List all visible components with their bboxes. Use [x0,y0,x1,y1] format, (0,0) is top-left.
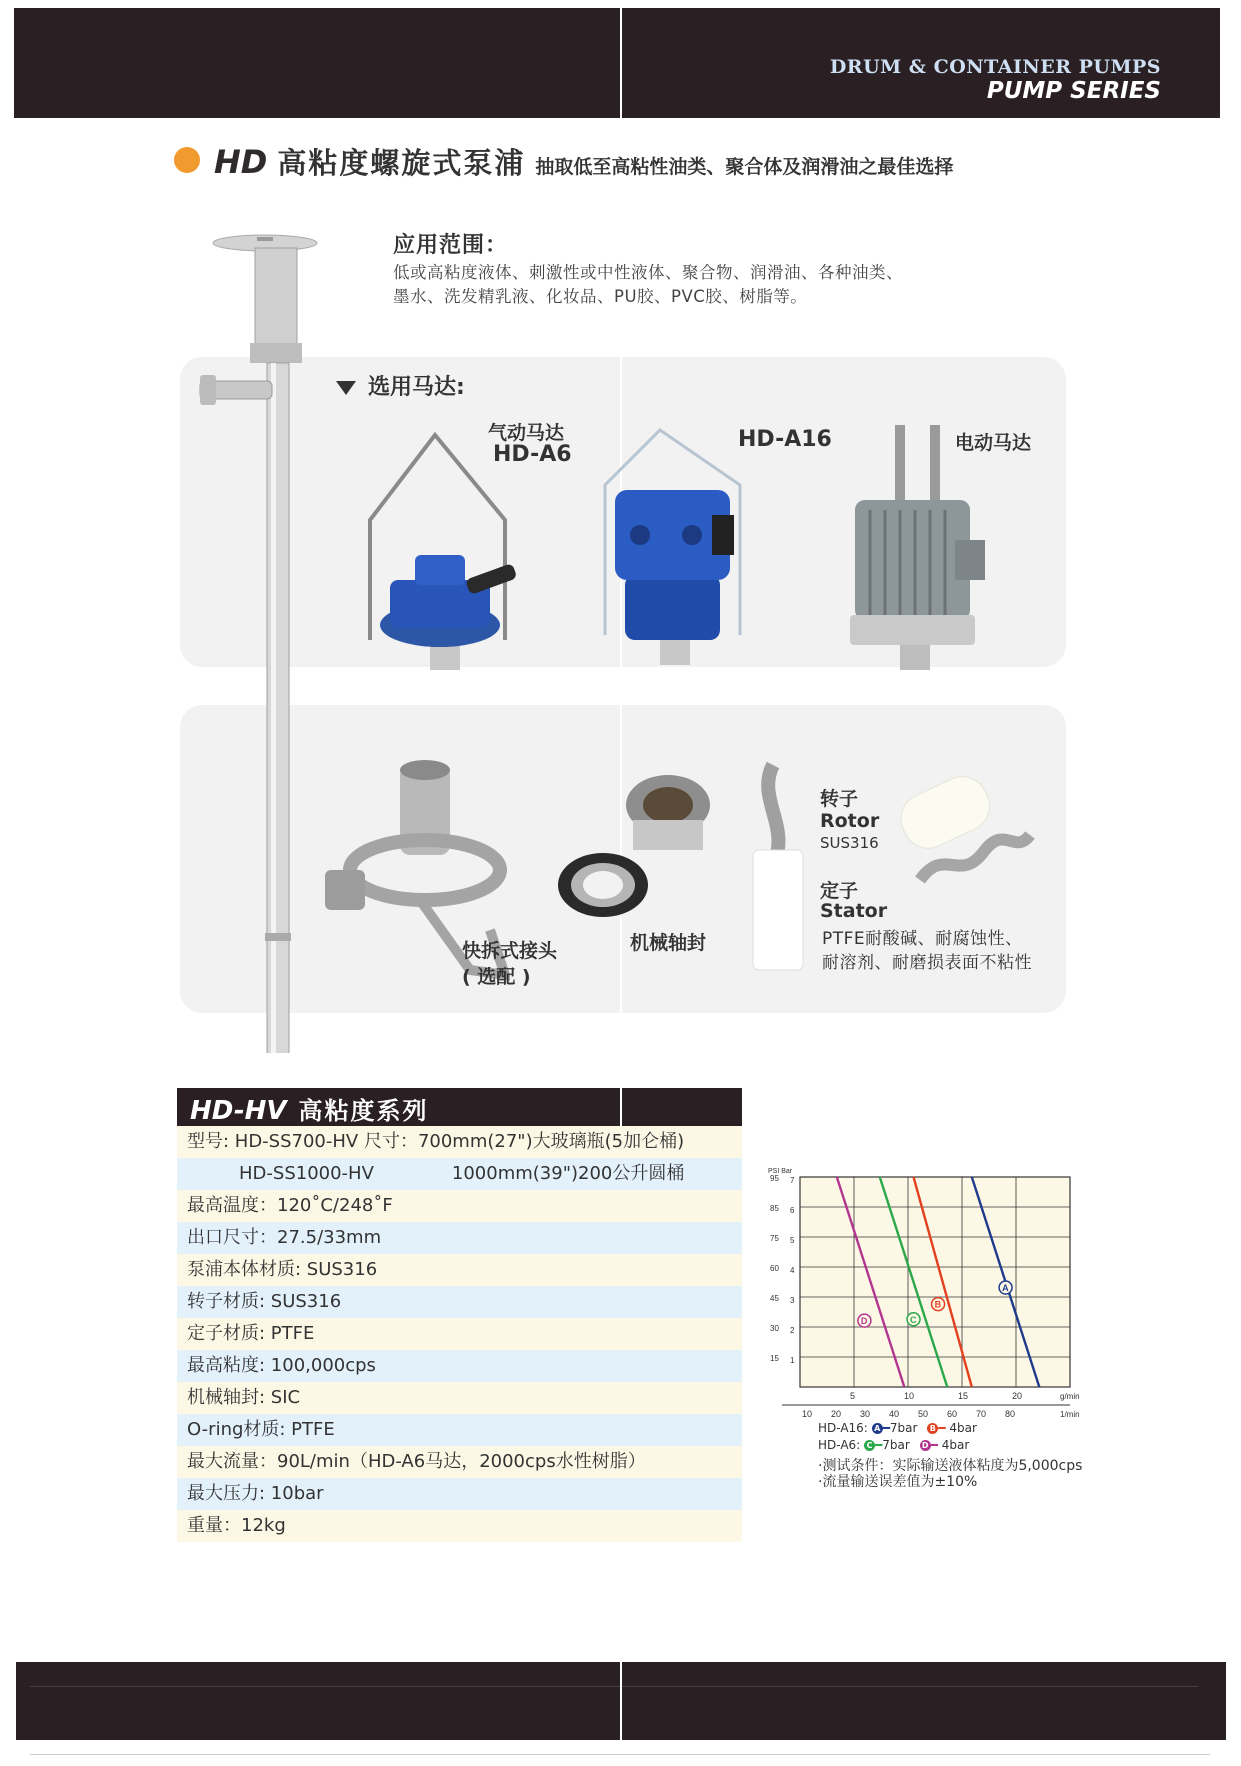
chart-y-tick-psi: 30 [770,1324,779,1333]
chart-x-tick-l: 20 [831,1409,842,1419]
series-c-chip-icon: C [864,1440,875,1451]
spec-heading [190,1091,429,1126]
chart-x-tick-l: 70 [976,1409,987,1419]
chart-y-tick-bar: 6 [790,1206,795,1215]
series-a-chip-icon: A [872,1423,883,1434]
application-heading: 应用范围： [393,233,509,258]
spec-row: 定子材质: PTFE [177,1318,742,1350]
electric-motor-image [840,420,990,670]
footer-divider [620,1662,622,1740]
title-bullet-icon [174,147,200,173]
spec-row: 最高粘度: 100,000cps [177,1350,742,1382]
application-line-2: 墨水、洗发精乳液、化妆品、PU胶、PVC胶、树脂等。 [393,287,808,306]
brand-subtitle: PUMP SERIES [986,78,1161,104]
chart-x-tick-l: 10 [802,1409,813,1419]
coupling-optional-label: ( 选配 ) [462,966,531,988]
chart-y-tick-psi: 85 [770,1204,779,1213]
rotor-material: SUS316 [820,834,879,852]
spec-row: 最大压力: 10bar [177,1478,742,1510]
chart-note-1: ·测试条件：实际输送液体粘度为5,000cps [818,1458,1083,1474]
stator-en-label: Stator [820,900,888,922]
chart-series-label-d: D [860,1316,868,1327]
title-subtitle: 抽取低至高粘性油类、聚合体及润滑油之最佳选择 [535,156,954,178]
rotor-cn-label: 转子 [820,788,859,810]
stator-cn-label: 定子 [820,880,859,902]
air-motor-label: 气动马达 [488,422,565,444]
spec-size-2: 1000mm(39")200公升圆桶 [451,1163,685,1184]
chart-x-tick-l: 80 [1005,1409,1016,1419]
series-d-chip-icon: D [920,1440,931,1451]
pump-performance-chart [760,1162,1120,1432]
chart-y-tick-bar: 4 [790,1266,795,1275]
title-name: 高粘度螺旋式泵浦 [277,146,526,180]
chart-y-tick-bar: 5 [790,1236,795,1245]
application-line-1: 低或高粘度液体、刺激性或中性液体、聚合物、润滑油、各种油类、 [393,263,903,282]
pump-tube-image [195,233,345,1053]
footer-rule [30,1754,1210,1755]
spec-row: 重量：12kg [177,1510,742,1542]
chart-series-label-b: B [934,1299,942,1310]
spec-row-model-1: 型号: HD-SS700-HV 尺寸：700mm(27")大玻璃瓶(5加仑桶) [177,1126,742,1158]
chart-y-tick-psi: 95 [770,1174,779,1183]
chart-y-tick-psi: 75 [770,1234,779,1243]
spec-row: 泵浦本体材质: SUS316 [177,1254,742,1286]
rotor-image [890,765,1035,890]
chart-legend-a6: HD-A6: C ━7bar D ━ 4bar [818,1438,970,1452]
spec-heading-model: HD-HV [190,1096,287,1126]
chart-x-unit-l: 1/min [1060,1410,1080,1419]
chart-y-tick-psi: 60 [770,1264,779,1273]
chart-y-tick-bar: 1 [790,1356,795,1365]
spec-row: 出口尺寸：27.5/33mm [177,1222,742,1254]
mechanical-seal-image [548,765,718,940]
air-motor-a6-image [360,430,520,670]
chart-series-label-a: A [1002,1283,1009,1294]
stator-description-1: PTFE耐酸碱、耐腐蚀性、 [822,929,1023,949]
page-title [214,141,953,182]
seal-label: 机械轴封 [630,932,707,954]
chart-y-tick-bar: 3 [790,1296,795,1305]
spec-heading-divider [620,1088,622,1126]
chart-x-tick-l: 60 [947,1409,958,1419]
stator-image [745,760,815,975]
spec-row: 最大流量：90L/min（HD-A6马达，2000cps水性树脂） [177,1446,742,1478]
chart-x-tick-gal: 10 [904,1391,915,1401]
air-motor-a16-image [600,425,750,665]
stator-description-2: 耐溶剂、耐磨损表面不粘性 [822,953,1032,973]
chart-x-unit-gal: g/min [1060,1392,1080,1401]
coupling-label: 快拆式接头 [462,940,558,962]
rotor-en-label: Rotor [820,810,880,832]
brand-title: DRUM & CONTAINER PUMPS [829,56,1161,78]
chart-x-tick-l: 40 [889,1409,900,1419]
footer-line [30,1686,1198,1687]
chart-x-tick-l: 50 [918,1409,929,1419]
chart-x-tick-gal: 15 [958,1391,969,1401]
spec-row: 最高温度：120˚C/248˚F [177,1190,742,1222]
chart-y-tick-psi: 15 [770,1354,779,1363]
spec-model-2: HD-SS1000-HV [239,1163,374,1184]
spec-row: O-ring材质: PTFE [177,1414,742,1446]
chart-y-tick-bar: 2 [790,1326,795,1335]
series-b-chip-icon: B [927,1423,938,1434]
chart-y-tick-bar: 7 [790,1176,795,1185]
chart-series-label-c: C [910,1314,917,1325]
chart-note-2: ·流量输送误差值为±10% [818,1474,978,1490]
chart-y-tick-psi: 45 [770,1294,779,1303]
title-model: HD [214,143,268,181]
air-motor-2-model: HD-A16 [738,427,832,452]
spec-row-model-2 [177,1158,742,1190]
motor-heading: 选用马达: [336,370,465,401]
chart-legend-a16: HD-A16: A ━7bar B ━ 4bar [818,1421,977,1435]
chart-x-tick-gal: 20 [1012,1391,1023,1401]
spec-heading-name: 高粘度系列 [298,1097,429,1125]
chart-x-tick-l: 30 [860,1409,871,1419]
spec-row: 机械轴封: SIC [177,1382,742,1414]
spec-row: 转子材质: SUS316 [177,1286,742,1318]
chart-x-tick-gal: 5 [850,1391,856,1401]
chart-ylabel: PSI Bar [768,1168,793,1175]
electric-motor-label: 电动马达 [955,432,1032,454]
air-motor-model: HD-A6 [493,442,572,467]
header-divider [620,8,622,118]
